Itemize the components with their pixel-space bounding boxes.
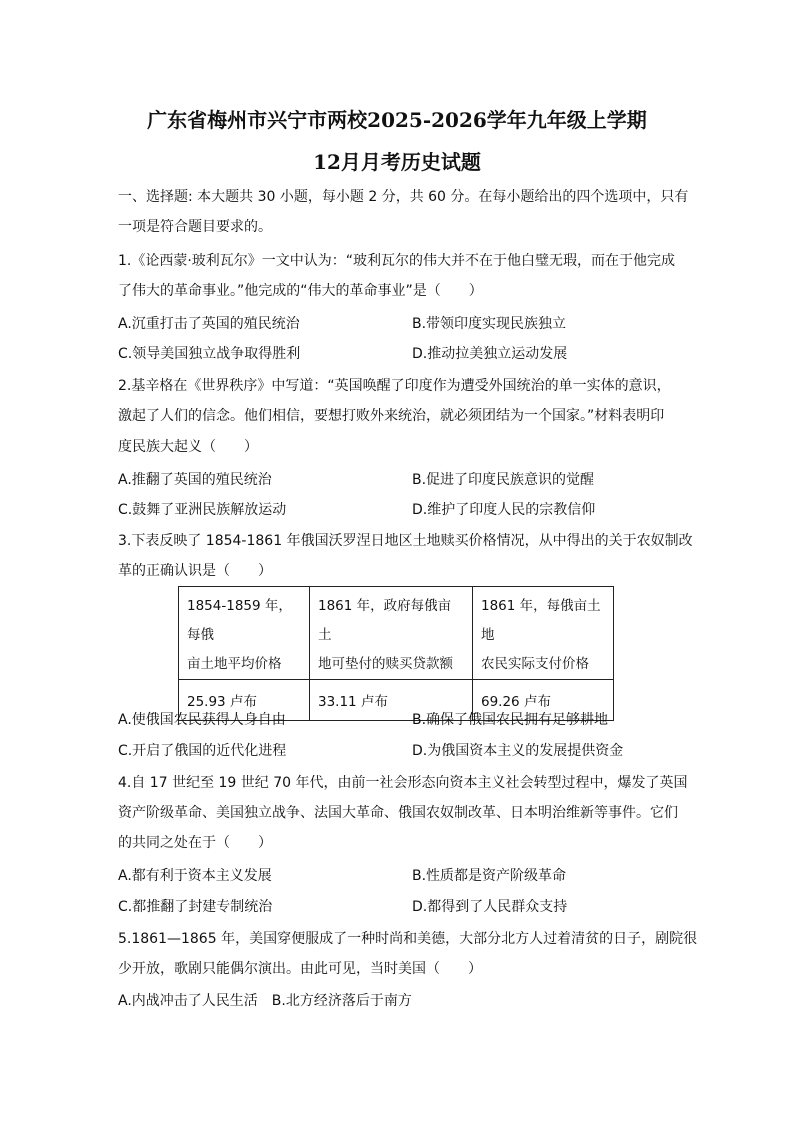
q4-option-d: D.都得到了人民群众支持 [412,899,568,915]
q2-option-b: B.促进了印度民族意识的觉醒 [412,472,595,488]
q1-option-d: D.推动拉美独立运动发展 [412,346,568,362]
q3-option-b: B.确保了俄国农民拥有足够耕地 [412,712,609,728]
q2-option-c: C.鼓舞了亚洲民族解放运动 [118,502,287,518]
exam-title-line2: 12月月考历史试题 [313,150,481,174]
q3-option-c: C.开启了俄国的近代化进程 [118,743,287,759]
q4-option-b: B.性质都是资产阶级革命 [412,868,567,884]
q1-option-c: C.领导美国独立战争取得胜利 [118,346,301,362]
table-cell: 25.93 卢布 [179,680,310,721]
land-price-table [178,586,614,721]
table-header-cell: 1861 年，政府每俄亩土 地可垫付的赎买贷款额 [310,587,473,680]
q3-stem-line2: 革的正确认识是（ ） [118,563,272,579]
q4-stem-line3: 的共同之处在于（ ） [118,835,272,851]
table-header-cell: 1854-1859 年，每俄 亩土地平均价格 [179,587,310,680]
exam-title-line1: 广东省梅州市兴宁市两校2025-2026学年九年级上学期 [147,108,647,132]
q3-option-d: D.为俄国资本主义的发展提供资金 [412,743,624,759]
q5-options-ab: A.内战冲击了人民生活 B.北方经济落后于南方 [118,993,412,1009]
q2-stem-line3: 度民族大起义（ ） [118,439,258,455]
q3-option-a: A.使俄国农民获得人身自由 [118,712,286,728]
q4-option-a: A.都有利于资本主义发展 [118,868,272,884]
table-header-cell: 1861 年，每俄亩土地 农民实际支付价格 [473,587,614,680]
q2-stem-line1: 2.基辛格在《世界秩序》中写道：“英国唤醒了印度作为遭受外国统治的单一实体的意识， [118,378,671,394]
q2-option-a: A.推翻了英国的殖民统治 [118,472,272,488]
q2-option-d: D.维护了印度人民的宗教信仰 [412,502,596,518]
q1-stem-line1: 1.《论西蒙·玻利瓦尔》一文中认为：“玻利瓦尔的伟大并不在于他白璧无瑕，而在于他完成 [118,253,676,269]
section-instruction-line1: 一、选择题: 本大题共 30 小题，每小题 2 分，共 60 分。在每小题给出的四个选项中，只有 [118,189,689,205]
table-header-row [179,587,614,680]
q1-option-b: B.带领印度实现民族独立 [412,316,567,332]
q5-stem-line1: 5.1861—1865 年，美国穿便服成了一种时尚和美德，大部分北方人过着清贫的日子，剧院很 [118,931,698,947]
q3-stem-line1: 3.下表反映了 1854-1861 年俄国沃罗涅日地区土地赎买价格情况，从中得出的关于农奴制改 [118,533,693,549]
q4-option-c: C.都推翻了封建专制统治 [118,899,273,915]
section-instruction-line2: 一项是符合题目要求的。 [118,219,272,235]
q1-option-a: A.沉重打击了英国的殖民统治 [118,316,300,332]
table-cell: 33.11 卢布 [310,680,473,721]
q5-stem-line2: 少开放，歌剧只能偶尔演出。由此可见，当时美国（ ） [118,961,482,977]
q4-stem-line1: 4.自 17 世纪至 19 世纪 70 年代，由前一社会形态向资本主义社会转型过程中，爆发了英国 [118,775,688,791]
q1-stem-line2: 了伟大的革命事业。”他完成的“伟大的革命事业”是（ ） [118,283,483,299]
q2-stem-line2: 激起了人们的信念。他们相信，要想打败外来统治，就必须团结为一个国家。”材料表明印 [118,408,665,424]
table-cell: 69.26 卢布 [473,680,614,721]
q4-stem-line2: 资产阶级革命、美国独立战争、法国大革命、俄国农奴制改革、日本明治维新等事件。它们 [118,805,678,821]
